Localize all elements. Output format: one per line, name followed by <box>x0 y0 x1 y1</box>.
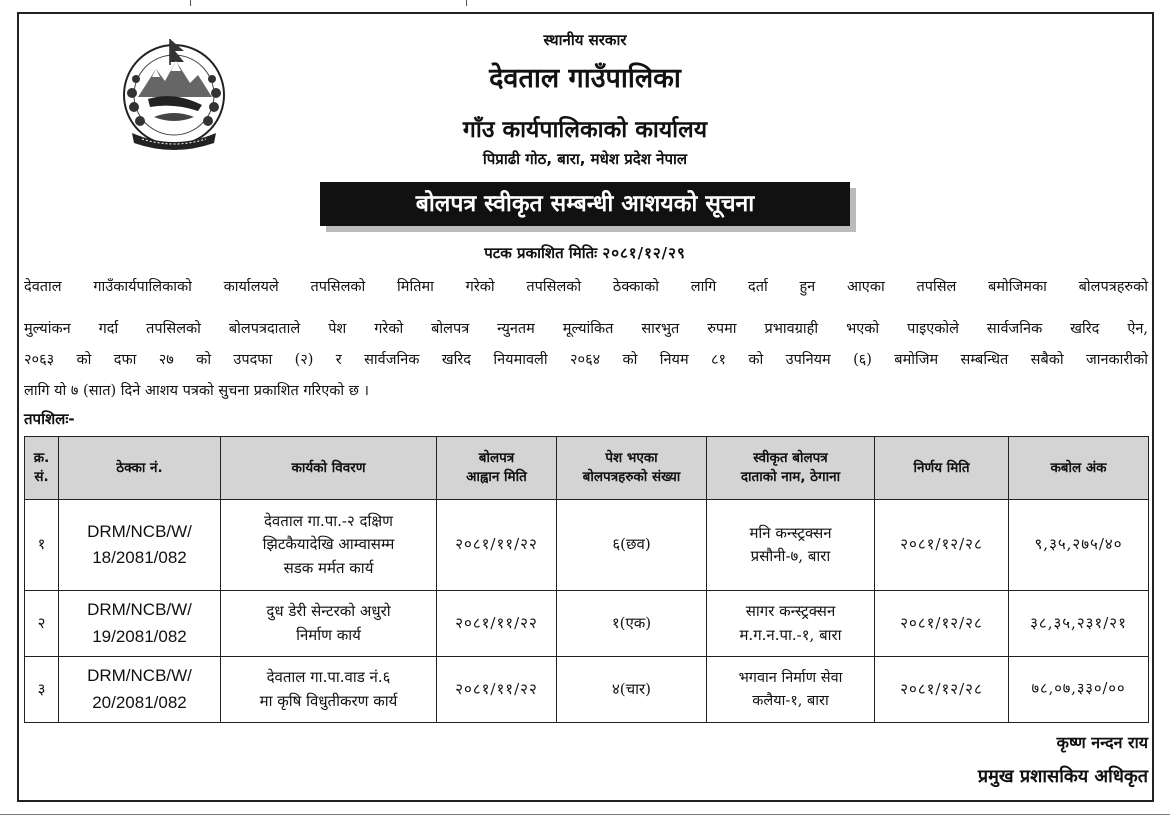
body-line-3: २०६३ को दफा २७ को उपदफा (२) र सार्वजनिक खरिद नियमावली २०६४ को नियम ८१ को उपनियम (६) बमोजिम सम्बन्धित सबैको जानकारीको <box>24 352 1148 368</box>
office-address: पिप्राढी गोठ, बारा, मधेश प्रदेश नेपाल <box>482 150 688 168</box>
cell-bid-count: ४(चार) <box>557 657 707 723</box>
cell-amount: ७८,०७,३३०/०० <box>1009 657 1149 723</box>
cell-bidder <box>707 500 875 591</box>
bidder-address: कलैया-१, बारा <box>752 692 829 709</box>
signatory-name: कृष्ण नन्दन राय <box>1056 733 1148 752</box>
description-line3: सडक मर्मत कार्य <box>283 558 374 577</box>
contract-no-line1: DRM/NCB/W/ <box>87 521 192 541</box>
cell-amount: ९,३५,२७५/४० <box>1009 500 1149 591</box>
local-government-label: स्थानीय सरकार <box>543 31 627 49</box>
bidder-name: भगवान निर्माण सेवा <box>738 670 843 687</box>
description-line2: झिटकैयादेखि आम्वासम्म <box>262 535 395 554</box>
notice-title-banner <box>320 182 850 226</box>
header-decision-date: निर्णय मिति <box>875 437 1009 500</box>
body-line-1: देवताल गाउँकार्यपालिकाको कार्यालयले तपसिलको मितिमा गरेको तपसिलको ठेक्काको लागि दर्ता हुन आएका तपसिल बमोजिमका बोलपत्रहरुको <box>24 279 1148 295</box>
bottom-rule <box>0 814 1170 815</box>
cell-contract-no <box>59 591 221 657</box>
cell-bidder <box>707 657 875 723</box>
header-bidder-line1: स्वीकृत बोलपत्र <box>753 450 828 467</box>
body-line-2: मुल्यांकन गर्दा तपसिलको बोलपत्रदाताले पेश गरेको बोलपत्र न्युनतम मूल्यांकित सारभुत रुपमा प्रभावग्राही भएको पाइएकोले सार्वजनिक खरिद ऐन, <box>24 321 1148 337</box>
header-bidder-line2: दाताको नाम, ठेगाना <box>740 469 841 485</box>
cell-description <box>221 500 437 591</box>
header-bid-count-line2: बोलपत्रहरुको संख्या <box>582 469 681 485</box>
header-sn-line1: क्र. <box>33 450 50 467</box>
publish-date-label: पटक प्रकाशित मितिः <box>484 244 598 262</box>
cell-decision-date: २०८१/१२/२८ <box>875 591 1009 657</box>
contract-no-line2: 18/2081/082 <box>92 548 187 567</box>
description-line1: देवताल गा.पा.वाड नं.६ <box>266 668 391 687</box>
header-sn-line2: सं. <box>34 469 49 485</box>
table-row <box>25 500 1149 591</box>
cell-sn: २ <box>25 591 59 657</box>
cell-bid-count: ६(छव) <box>557 500 707 591</box>
cell-bidder <box>707 591 875 657</box>
office-name: गाँउ कार्यपालिकाको कार्यालय <box>462 117 708 143</box>
contract-no-line2: 19/2081/082 <box>92 626 187 646</box>
header-call-date-line2: आह्वान मिति <box>466 469 527 485</box>
description-line2: निर्माण कार्य <box>296 625 361 644</box>
bidder-name: मनि कन्स्ट्रक्सन <box>749 523 832 542</box>
header-call-date <box>437 437 557 500</box>
bidder-name: सागर कन्स्ट्रक्सन <box>745 602 836 621</box>
contract-no-line1: DRM/NCB/W/ <box>87 666 192 686</box>
cell-description <box>221 657 437 723</box>
tender-table <box>24 436 1149 723</box>
header-sn <box>25 437 59 500</box>
top-edge-ticks <box>0 0 1170 6</box>
contract-no-line2: 20/2081/082 <box>92 692 187 712</box>
header-bid-count-line1: पेश भएका <box>605 450 658 467</box>
cell-contract-no <box>59 657 221 723</box>
cell-bid-count: १(एक) <box>557 591 707 657</box>
header-bidder <box>707 437 875 500</box>
bidder-address: प्रसौनी-७, बारा <box>750 547 831 565</box>
table-header-row <box>25 437 1149 500</box>
cell-description <box>221 591 437 657</box>
description-line1: देवताल गा.पा.-२ दक्षिण <box>263 512 394 531</box>
cell-amount: ३८,३५,२३१/२१ <box>1009 591 1149 657</box>
cell-sn: ३ <box>25 657 59 723</box>
publish-date-value: २०८१/१२/२९ <box>602 244 686 262</box>
notice-title: बोलपत्र स्वीकृत सम्बन्धी आशयको सूचना <box>415 191 755 217</box>
table-row <box>25 657 1149 723</box>
signatory-title: प्रमुख प्रशासकिय अधिकृत <box>977 766 1148 787</box>
cell-sn: १ <box>25 500 59 591</box>
cell-call-date: २०८१/११/२२ <box>437 657 557 723</box>
bidder-address: म.ग.न.पा.-१, बारा <box>739 625 842 644</box>
header-amount: कबोल अंक <box>1009 437 1149 500</box>
header-call-date-line1: बोलपत्र <box>478 450 515 467</box>
table-row <box>25 591 1149 657</box>
cell-contract-no <box>59 500 221 591</box>
publish-date-line <box>0 243 1170 263</box>
header-bid-count <box>557 437 707 500</box>
header-contract-no: ठेक्का नं. <box>59 437 221 500</box>
cell-decision-date: २०८१/१२/२८ <box>875 500 1009 591</box>
cell-decision-date: २०८१/१२/२८ <box>875 657 1009 723</box>
cell-call-date: २०८१/११/२२ <box>437 500 557 591</box>
body-line-4: लागि यो ७ (सात) दिने आशय पत्रको सुचना प्रकाशित गरिएको छ । <box>24 383 370 399</box>
municipality-name: देवताल गाउँपालिका <box>489 63 681 94</box>
cell-call-date: २०८१/११/२२ <box>437 591 557 657</box>
description-line2: मा कृषि विधुतीकरण कार्य <box>259 691 398 710</box>
contract-no-line1: DRM/NCB/W/ <box>87 600 192 620</box>
header-description: कार्यको विवरण <box>221 437 437 500</box>
description-line1: दुध डेरी सेन्टरको अधुरो <box>266 602 391 621</box>
details-heading: तपशिलः- <box>24 410 75 428</box>
